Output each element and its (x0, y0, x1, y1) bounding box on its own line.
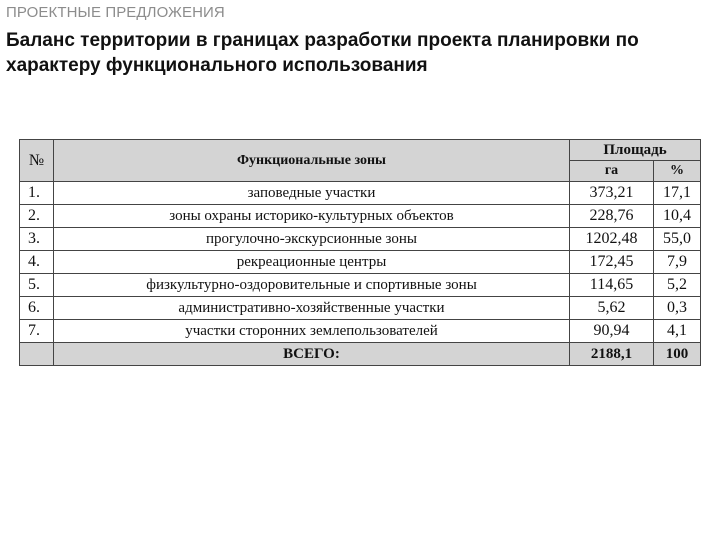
total-label: ВСЕГО: (54, 343, 570, 366)
row-percent: 55,0 (654, 228, 701, 251)
row-zone-name: физкультурно-оздоровительные и спортивные зоны (54, 274, 570, 297)
table-row (20, 182, 701, 205)
row-number: 3. (20, 228, 54, 251)
row-zone-name: заповедные участки (54, 182, 570, 205)
row-percent: 0,3 (654, 297, 701, 320)
table-row (20, 228, 701, 251)
table-header-row (20, 140, 701, 161)
row-hectares: 1202,48 (570, 228, 654, 251)
slide-title: Баланс территории в границах разработки проекта планировки по характеру функционального использования (6, 30, 639, 76)
row-zone-name: прогулочно-экскурсионные зоны (54, 228, 570, 251)
row-hectares: 90,94 (570, 320, 654, 343)
column-header-zones: Функциональные зоны (54, 140, 570, 182)
row-number: 4. (20, 251, 54, 274)
column-header-percent: % (654, 161, 701, 182)
row-number: 2. (20, 205, 54, 228)
balance-table (19, 139, 701, 366)
total-row (20, 343, 701, 366)
row-number: 6. (20, 297, 54, 320)
column-header-hectares: га (570, 161, 654, 182)
row-zone-name: участки сторонних землепользователей (54, 320, 570, 343)
row-zone-name: рекреационные центры (54, 251, 570, 274)
row-percent: 17,1 (654, 182, 701, 205)
row-hectares: 5,62 (570, 297, 654, 320)
table-row (20, 251, 701, 274)
total-percent: 100 (654, 343, 701, 366)
row-percent: 10,4 (654, 205, 701, 228)
total-hectares: 2188,1 (570, 343, 654, 366)
row-percent: 7,9 (654, 251, 701, 274)
row-number: 5. (20, 274, 54, 297)
section-label: ПРОЕКТНЫЕ ПРЕДЛОЖЕНИЯ (6, 4, 225, 21)
row-zone-name: административно-хозяйственные участки (54, 297, 570, 320)
balance-table-container (19, 139, 700, 366)
column-header-number: № (20, 140, 54, 182)
row-hectares: 373,21 (570, 182, 654, 205)
row-number: 7. (20, 320, 54, 343)
table-row (20, 297, 701, 320)
row-hectares: 114,65 (570, 274, 654, 297)
total-number-cell (20, 343, 54, 366)
table-row (20, 274, 701, 297)
row-percent: 4,1 (654, 320, 701, 343)
row-hectares: 228,76 (570, 205, 654, 228)
row-hectares: 172,45 (570, 251, 654, 274)
table-row (20, 320, 701, 343)
column-header-area: Площадь (570, 140, 701, 161)
row-zone-name: зоны охраны историко-культурных объектов (54, 205, 570, 228)
table-row (20, 205, 701, 228)
row-number: 1. (20, 182, 54, 205)
row-percent: 5,2 (654, 274, 701, 297)
